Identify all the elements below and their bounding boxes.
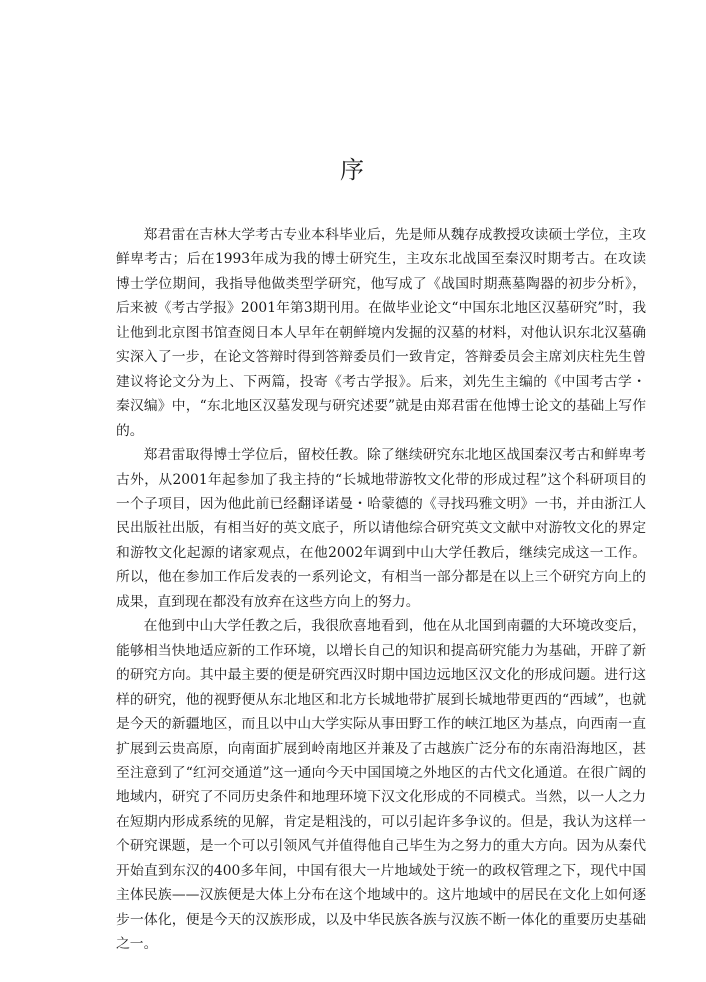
paragraph-2: 郑君雷取得博士学位后，留校任教。除了继续研究东北地区战国秦汉考古和鲜卑考古外，从2001年起参加了我主持的“长城地带游牧文化带的形成过程”这个科研项目的一个子项目，因为他此前已经翻译诺曼・哈蒙德的《寻找玛雅文明》一书，并由浙江人民出版社出版，有相当好的英文底子，所以请他综合研究英文文献中对游牧文化的界定和游牧文化起源的诸家观点，在他2002年调到中山大学任教后，继续完成这一工作。所以，他在参加工作后发表的一系列论文，有相当一部分都是在以上三个研究方向上的成果，直到现在都没有放弃在这些方向上的努力。 (116, 447, 646, 610)
paragraph-1: 郑君雷在吉林大学考古专业本科毕业后，先是师从魏存成教授攻读硕士学位，主攻鲜卑考古；后在1993年成为我的博士研究生，主攻东北战国至秦汉时期考古。在攻读博士学位期间，我指导他做类型学研究，他写成了《战国时期燕墓陶器的初步分析》，后来被《考古学报》2001年第3期刊用。在做毕业论文“中国东北地区汉墓研究”时，我让他到北京图书馆查阅日本人早年在朝鲜境内发掘的汉墓的材料，对他认识东北汉墓确实深入了一步，在论文答辩时得到答辩委员们一致肯定，答辩委员会主席刘庆柱先生曾建议将论文分为上、下两篇，投寄《考古学报》。后来，刘先生主编的《中国考古学・秦汉编》中，“东北地区汉墓发现与研究述要”就是由郑君雷在他博士论文的基础上写作的。 (116, 227, 646, 439)
paragraph-3: 在他到中山大学任教之后，我很欣喜地看到，他在从北国到南疆的大环境改变后，能够相当快地适应新的工作环境，以增长自己的知识和提高研究能力为基础，开辟了新的研究方向。其中最主要的便是研究西汉时期中国边远地区汉文化的形成问题。进行这样的研究，他的视野便从东北地区和北方长城地带扩展到长城地带更西的“西域”，也就是今天的新疆地区，而且以中山大学实际从事田野工作的峡江地区为基点，向西南一直扩展到云贵高原，向南面扩展到岭南地区并兼及了古越族广泛分布的东南沿海地区，甚至注意到了“红河交通道”这一通向今天中国国境之外地区的古代文化通道。在很广阔的地域内，研究了不同历史条件和地理环境下汉文化形成的不同模式。当然，以一人之力在短期内形成系统的见解，肯定是粗浅的，可以引起许多争议的。但是，我认为这样一个研究课题，是一个可以引领风气并值得他自己毕生为之努力的重大方向。因为从秦代开始直到东汉的400多年间，中国有很大一片地域处于统一的政权管理之下，现代中国主体民族——汉族便是大体上分布在这个地域中的。这片地域中的居民在文化上如何逐步一体化，便是今天的汉族形成，以及中华民族各族与汉族不断一体化的重要历史基础之一。 (116, 618, 646, 953)
page-title: 序 (340, 156, 366, 184)
document-body (116, 223, 646, 957)
